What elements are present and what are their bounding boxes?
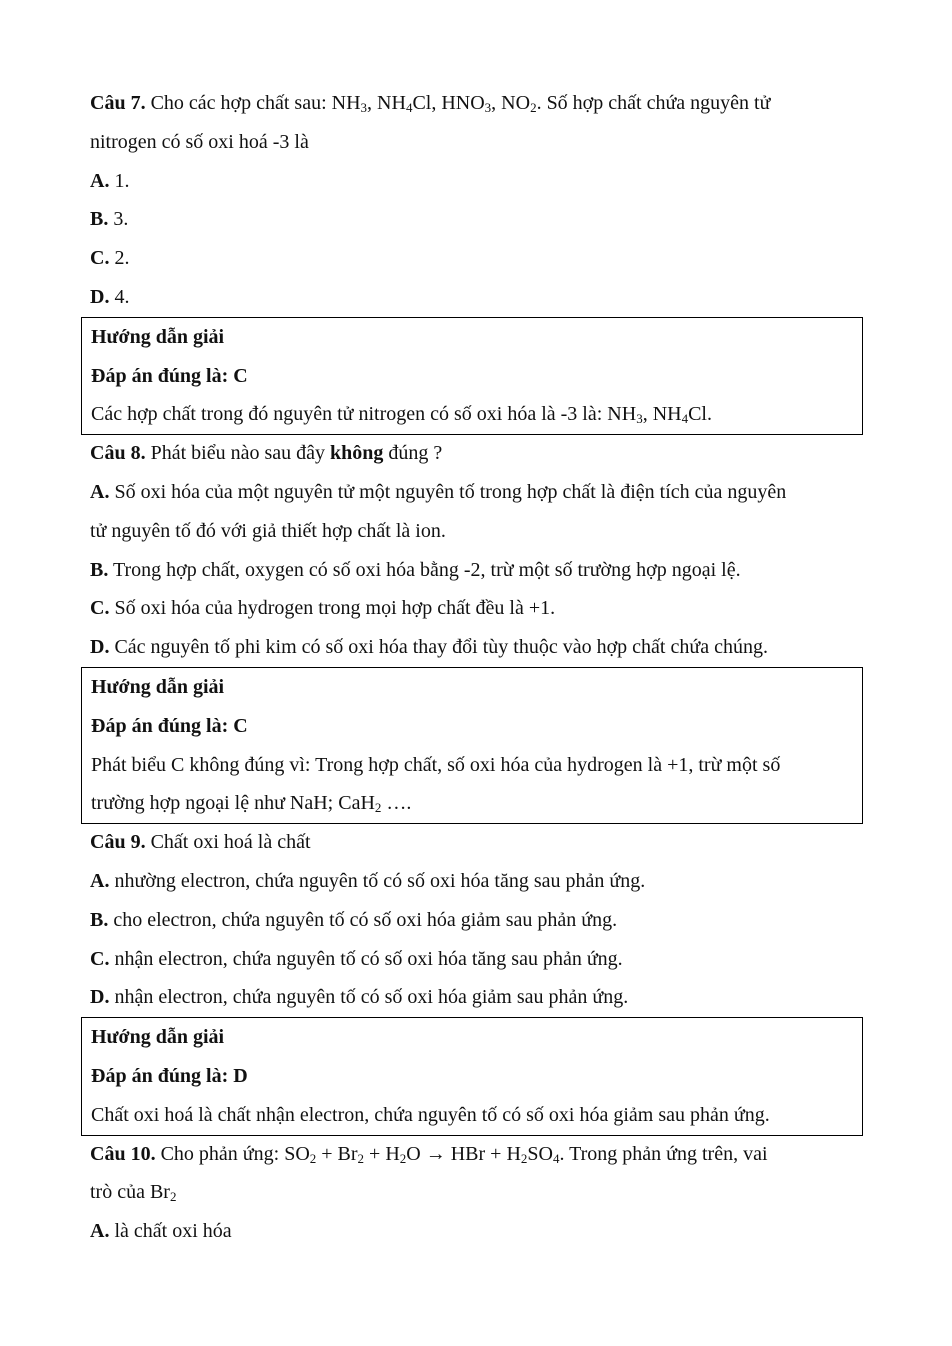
option-a-cont: tử nguyên tố đó với giả thiết hợp chất là ion. [90, 519, 446, 542]
question-7 [90, 84, 872, 435]
option-a: A. Số oxi hóa của một nguyên tử một nguyên tố trong hợp chất là điện tích của nguyên [90, 480, 787, 503]
answer-line: Đáp án đúng là: D [91, 1064, 248, 1087]
solution-box [81, 317, 863, 435]
solution-box [81, 667, 863, 824]
option-a: A. là chất oxi hóa [90, 1220, 232, 1243]
option-d: D. 4. [90, 285, 130, 308]
option-c: C. nhận electron, chứa nguyên tố có số oxi hóa tăng sau phản ứng. [90, 947, 623, 970]
guide-title: Hướng dẫn giải [91, 325, 225, 348]
question-stem: Câu 8. Phát biểu nào sau đây không đúng ? [90, 442, 443, 465]
option-a: A. nhường electron, chứa nguyên tố có số oxi hóa tăng sau phản ứng. [90, 869, 646, 892]
question-stem: Câu 7. Cho các hợp chất sau: $NH_3$, $NH_4Cl$, $HNO_3$, $NO_2$. Số hợp chất chứa nguyên tử [90, 92, 771, 115]
option-a: A. 1. [90, 169, 130, 192]
explanation: Chất oxi hoá là chất nhận electron, chứa nguyên tố có số oxi hóa giảm sau phản ứng. [91, 1103, 770, 1126]
option-b: B. cho electron, chứa nguyên tố có số oxi hóa giảm sau phản ứng. [90, 908, 618, 931]
guide-title: Hướng dẫn giải [91, 1026, 225, 1049]
question-stem: Câu 9. Chất oxi hoá là chất [90, 831, 311, 854]
question-stem: Câu 10. Cho phản ứng: $SO_2 + Br_2 + H_2O$ → HBr + $H_2SO_4$. Trong phản ứng trên, vai [90, 1142, 768, 1166]
question-10 [90, 1135, 872, 1251]
explanation-cont: trường hợp ngoại lệ như NaH; CaH$_2$ …. [91, 792, 412, 816]
solution-box [81, 1017, 863, 1135]
option-d: D. nhận electron, chứa nguyên tố có số oxi hóa giảm sau phản ứng. [90, 986, 629, 1009]
question-stem-cont: trò của $Br_2$ [90, 1181, 177, 1205]
option-c: C. 2. [90, 247, 130, 270]
guide-title: Hướng dẫn giải [91, 675, 225, 698]
question-8 [90, 434, 872, 824]
answer-line: Đáp án đúng là: C [91, 714, 248, 737]
document-page [90, 84, 872, 1251]
explanation: Phát biểu C không đúng vì: Trong hợp chất, số oxi hóa của hydrogen là +1, trừ một số [91, 753, 781, 776]
option-c: C. Số oxi hóa của hydrogen trong mọi hợp chất đều là +1. [90, 597, 556, 620]
option-d: D. Các nguyên tố phi kim có số oxi hóa thay đổi tùy thuộc vào hợp chất chứa chúng. [90, 636, 768, 659]
option-b: B. 3. [90, 208, 129, 231]
question-9 [90, 823, 872, 1135]
option-b: B. Trong hợp chất, oxygen có số oxi hóa bằng -2, trừ một số trường hợp ngoại lệ. [90, 558, 741, 581]
question-stem-cont: nitrogen có số oxi hoá -3 là [90, 130, 309, 153]
explanation: Các hợp chất trong đó nguyên tử nitrogen có số oxi hóa là -3 là: $NH_3$, $NH_4Cl$. [91, 403, 712, 427]
answer-line: Đáp án đúng là: C [91, 364, 248, 387]
